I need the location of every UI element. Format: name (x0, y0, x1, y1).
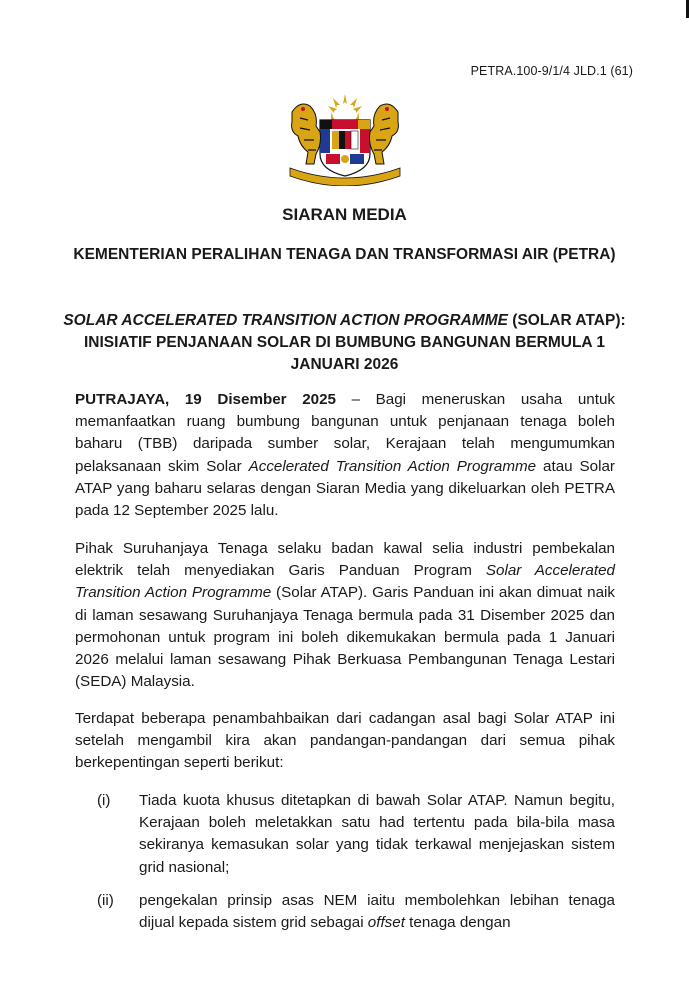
paragraph-3: Terdapat beberapa penambahbaikan dari cadangan asal bagi Solar ATAP ini setelah mengambil kira akan pandangan-pandangan dari semua pihak berkepentingan seperti berikut: (75, 710, 615, 772)
list-item-text-a: pengekalan prinsip asas NEM iaitu membolehkan lebihan tenaga dijual kepada sistem grid sebagai (139, 892, 615, 932)
ministry-name: KEMENTERIAN PERALIHAN TENAGA DAN TRANSFORMASI AIR (PETRA) (73, 246, 616, 263)
paragraph-1 (75, 389, 615, 522)
headline-rest: (SOLAR ATAP): INISIATIF PENJANAAN SOLAR DI BUMBUNG BANGUNAN BERMULA 1 JANUARI 2026 (84, 312, 626, 373)
press-headline (60, 310, 629, 376)
list-item-text-b: tenaga dengan (404, 914, 511, 932)
paragraph-1-text-a: – Bagi meneruskan usaha untuk memanfaatkan ruang bumbung bangunan untuk penjanaan tenaga boleh baharu (TBB) daripada sumber solar, Kerajaan telah mengumumkan pelaksanaan skim Solar (75, 391, 615, 475)
coat-of-arms-icon (270, 92, 420, 186)
list-item-text-a: Tiada kuota khusus ditetapkan di bawah Solar ATAP. Namun begitu, Kerajaan boleh meletakkan satu had tertentu pada bila-bila masa sekiranya kemasukan solar yang tidak terkawal menjejaskan sistem grid nasional; (139, 792, 615, 876)
list-item-text (139, 790, 615, 879)
paragraph-1-italic: Accelerated Transition Action Programme (248, 457, 537, 475)
list-item-text (139, 890, 615, 934)
paragraph-2-text-b: (Solar ATAP). Garis Panduan ini akan dimuat naik di laman sesawang Suruhanjaya Tenaga bermula pada 31 Disember 2025 dan permohonan untuk program ini boleh dikemukakan bermula pada 1 Januari 2026 melalui laman sesawang Pihak Berkuasa Pembangunan Tenaga Lestari (SEDA) Malaysia. (75, 584, 615, 691)
document-title: SIARAN MEDIA (282, 205, 407, 224)
paragraph-2-italic: Solar Accelerated Transition Action Programme (75, 562, 615, 602)
list-item-number: (i) (97, 792, 111, 809)
paragraph-2-text-a: Pihak Suruhanjaya Tenaga selaku badan kawal selia industri pembekalan elektrik telah menyediakan Garis Panduan Program (75, 540, 615, 580)
paragraph-1-text-b: atau Solar ATAP yang baharu selaras dengan Siaran Media yang dikeluarkan oleh PETRA pada 12 September 2025 lalu. (75, 457, 615, 520)
reference-number: PETRA.100-9/1/4 JLD.1 (61) (470, 64, 633, 78)
dateline: PUTRAJAYA, 19 Disember 2025 (75, 391, 336, 408)
list-item-number: (ii) (97, 892, 114, 909)
headline-italic: SOLAR ACCELERATED TRANSITION ACTION PROGRAMME (63, 312, 508, 329)
list-item-italic: offset (367, 914, 405, 932)
paragraph-2 (75, 538, 615, 693)
